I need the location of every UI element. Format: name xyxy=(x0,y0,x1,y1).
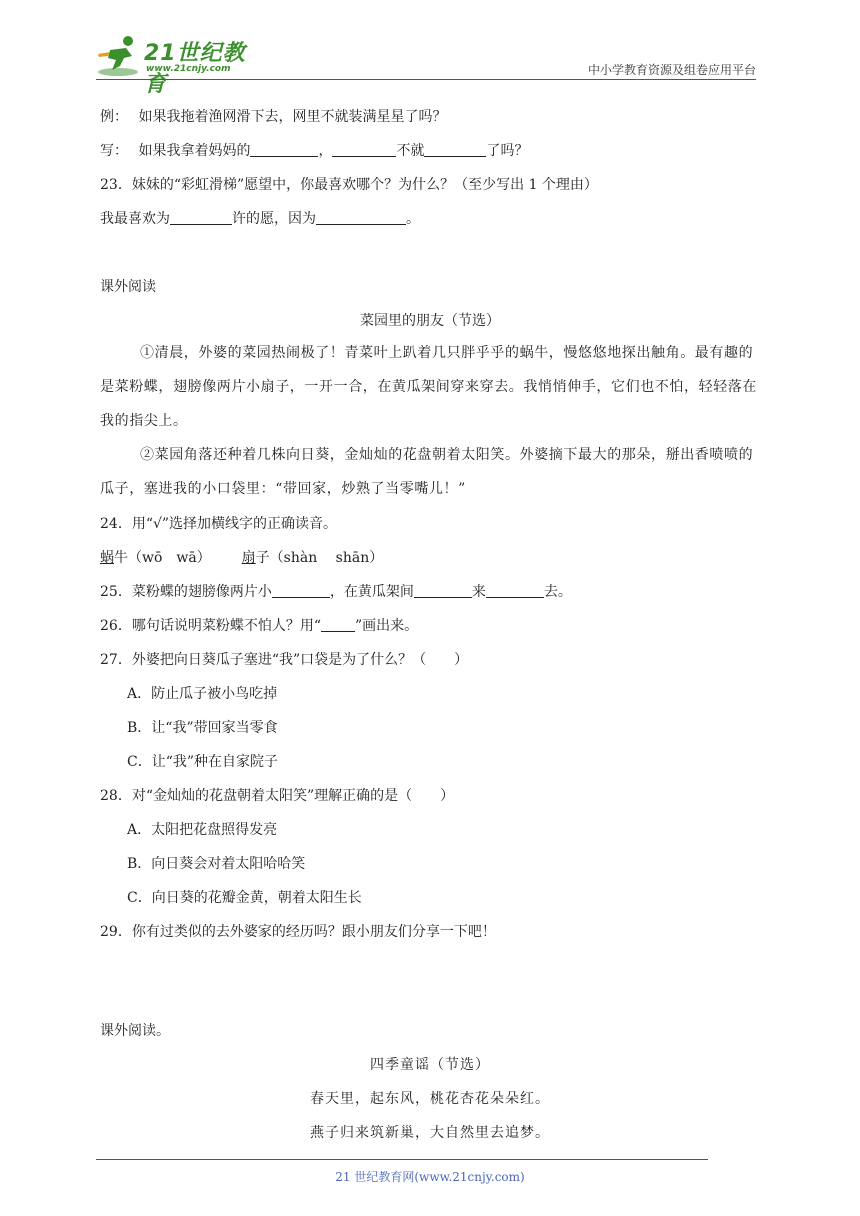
question-27: 27．外婆把向日葵瓜子塞进“我”口袋是为了什么？（ ） xyxy=(100,652,469,668)
answer-blank[interactable] xyxy=(316,210,406,225)
question-26-text-b: ”画出来。 xyxy=(354,618,419,634)
section-label: 课外阅读。 xyxy=(100,1023,170,1039)
option-a[interactable]: A．防止瓜子被小鸟吃掉 xyxy=(127,686,278,702)
question-25-text-d: 去。 xyxy=(543,584,572,600)
question-25-text-a: 25．菜粉蝶的翅膀像两片小 xyxy=(100,584,272,600)
passage-paragraph-2: ②菜园角落还种着几株向日葵，金灿灿的花盘朝着太阳笑。外婆摘下最大的那朵，掰出香喷喷的瓜子，塞进我的小口袋里：“带回家，炒熟了当零嘴儿！” xyxy=(100,447,754,497)
pinyin-choice-1[interactable]: 牛（wō wā） xyxy=(114,550,211,566)
poem-line-2: 燕子归来筑新巢，大自然里去追梦。 xyxy=(310,1125,550,1141)
footer-link[interactable]: 21 世纪教育网(www.21cnjy.com) xyxy=(335,1170,525,1184)
answer-blank[interactable] xyxy=(250,142,318,157)
write-text-a: 如果我拿着妈妈的 xyxy=(138,143,251,159)
poem-title: 四季童谣（节选） xyxy=(370,1057,490,1073)
question-24: 24．用“√”选择加横线字的正确读音。 xyxy=(100,516,338,532)
question-23: 23．妹妹的“彩虹滑梯”愿望中，你最喜欢哪个？为什么？（至少写出 1 个理由） xyxy=(100,177,598,193)
write-text-d: 了吗？ xyxy=(486,143,529,159)
answer-23-text-c: 。 xyxy=(406,211,420,227)
answer-blank[interactable] xyxy=(486,583,544,598)
answer-23-text-b: 许的愿，因为 xyxy=(232,211,316,227)
answer-blank[interactable] xyxy=(321,617,355,632)
example-sentence: 如果我拖着渔网滑下去，网里不就装满星星了吗？ xyxy=(138,109,447,125)
option-c[interactable]: C．向日葵的花瓣金黄，朝着太阳生长 xyxy=(127,890,362,906)
question-26 xyxy=(100,615,418,635)
platform-name: 中小学教育资源及组卷应用平台 xyxy=(587,63,756,77)
option-c[interactable]: C．让“我”种在自家院子 xyxy=(127,754,279,770)
question-25-text-c: 来 xyxy=(471,584,486,600)
passage-paragraph-1: ①清晨，外婆的菜园热闹极了！青菜叶上趴着几只胖乎乎的蜗牛，慢悠悠地探出触角。最有趣的是菜粉蝶，翅膀像两片小扇子，一开一合，在黄瓜架间穿来穿去。我悄悄伸手，它们也不怕，轻轻落在我的指尖上。 xyxy=(100,345,757,429)
answer-blank[interactable] xyxy=(414,583,472,598)
pinyin-choice-2[interactable]: 子（shàn shān） xyxy=(255,550,384,566)
question-25 xyxy=(100,581,572,601)
example-line xyxy=(100,106,446,126)
site-logo xyxy=(96,34,266,97)
option-b[interactable]: B．向日葵会对着太阳哈哈笑 xyxy=(127,856,306,872)
header-divider xyxy=(96,79,756,80)
section-label: 课外阅读 xyxy=(100,279,156,295)
write-text-c: 不就 xyxy=(396,143,425,159)
write-line xyxy=(100,140,528,160)
poem-line-1: 春天里，起东风，桃花杏花朵朵红。 xyxy=(310,1091,550,1107)
answer-blank[interactable] xyxy=(272,583,330,598)
underlined-char: 蜗 xyxy=(100,550,114,566)
example-prefix: 例： xyxy=(100,109,128,125)
write-prefix: 写： xyxy=(100,143,128,159)
question-29: 29．你有过类似的去外婆家的经历吗？跟小朋友们分享一下吧！ xyxy=(100,924,496,940)
option-b[interactable]: B．让“我”带回家当零食 xyxy=(127,720,278,736)
logo-brand-text: 21世纪教育 xyxy=(144,41,246,97)
answer-line-23 xyxy=(100,208,420,228)
pinyin-choices xyxy=(100,547,383,567)
runner-logo-icon xyxy=(96,34,146,78)
answer-blank[interactable] xyxy=(170,210,232,225)
passage-title: 菜园里的朋友（节选） xyxy=(360,313,500,329)
underlined-char: 扇 xyxy=(241,550,256,566)
answer-blank[interactable] xyxy=(424,142,486,157)
question-28: 28．对“金灿灿的花盘朝着太阳笑”理解正确的是（ ） xyxy=(100,788,455,804)
write-text-b: ， xyxy=(318,143,333,159)
question-25-text-b: ，在黄瓜架间 xyxy=(329,584,414,600)
footer-divider xyxy=(96,1159,708,1160)
answer-blank[interactable] xyxy=(332,142,396,157)
logo-url-text: www.21cnjy.com xyxy=(146,64,231,74)
question-26-text-a: 26．哪句话说明菜粉蝶不怕人？用“ xyxy=(100,618,321,634)
option-a[interactable]: A．太阳把花盘照得发亮 xyxy=(127,822,278,838)
answer-23-text-a: 我最喜欢为 xyxy=(100,211,170,227)
